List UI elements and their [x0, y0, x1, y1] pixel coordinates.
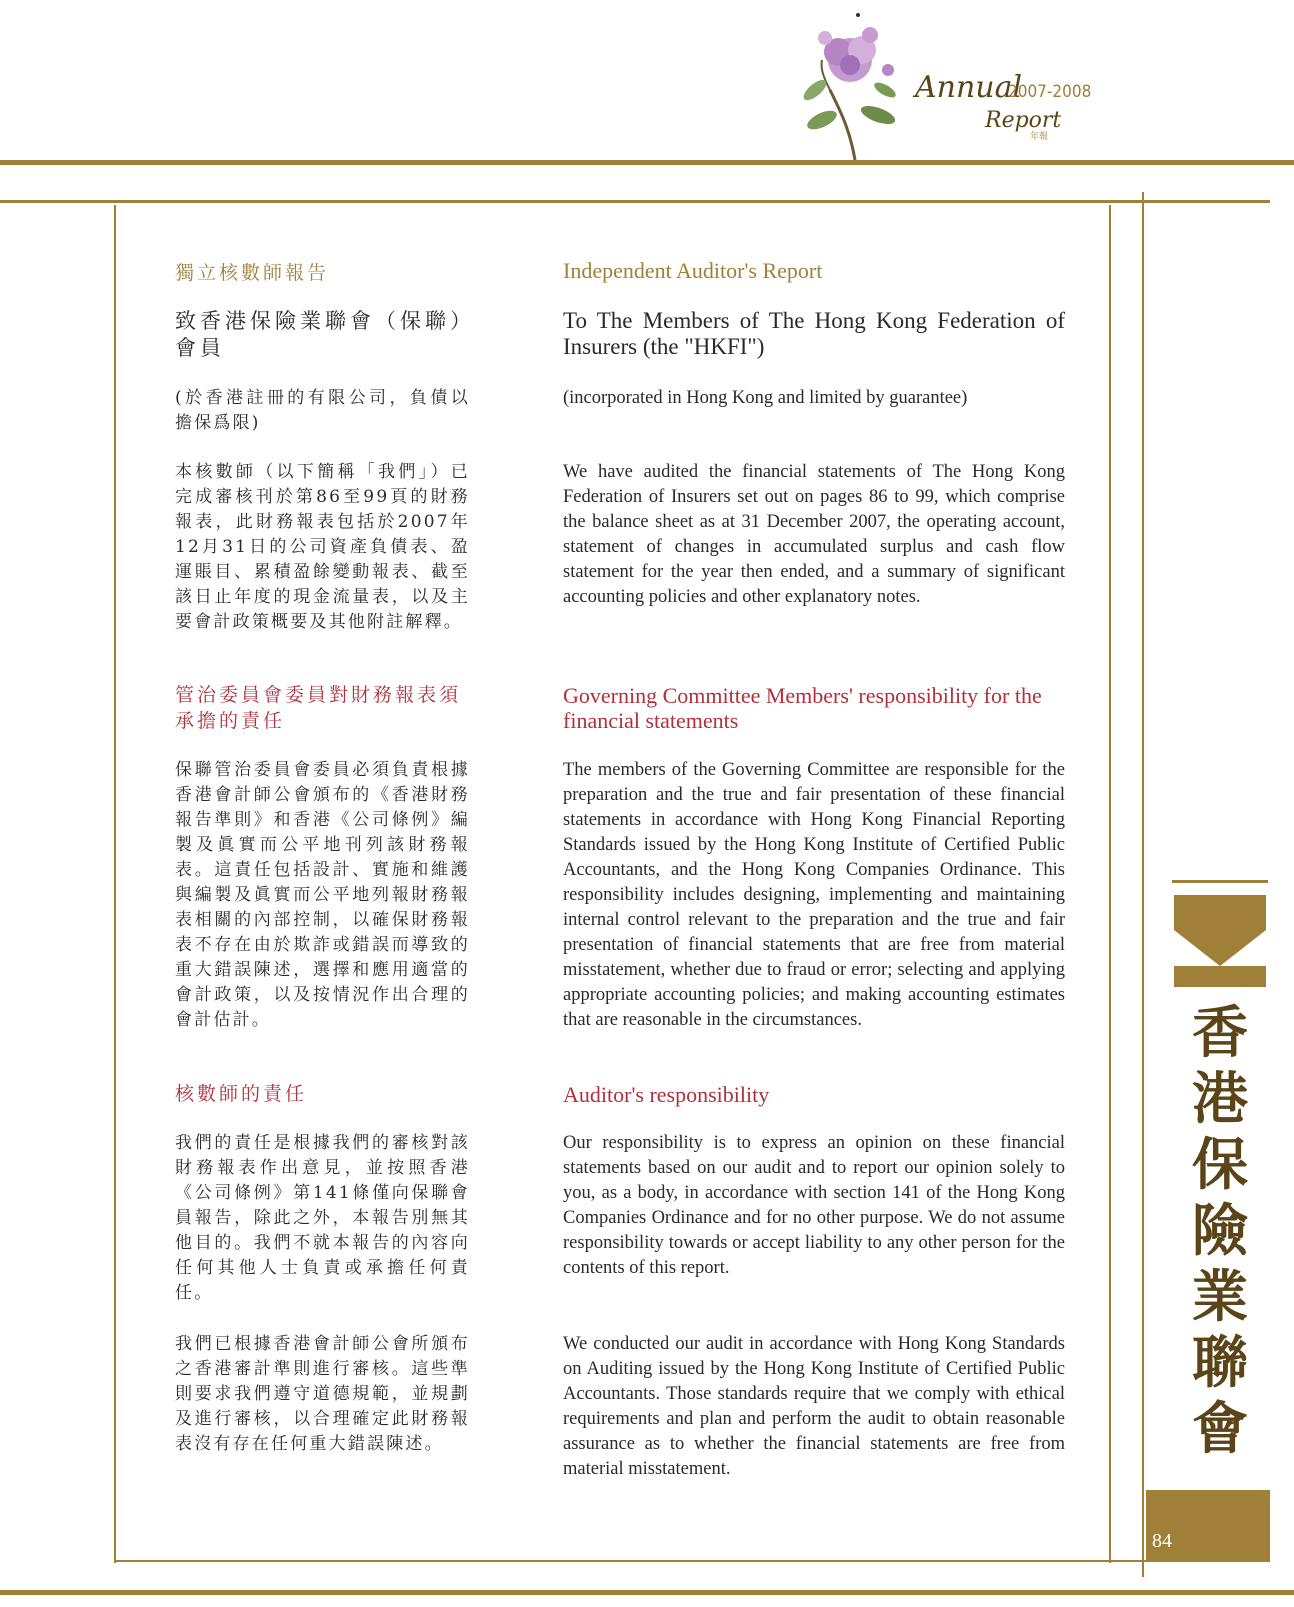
- cn-paragraph-auditor: 我們的責任是根據我們的審核對該財務報表作出意見，並按照香港《公司條例》第141條僅向保聯會員報告，除此之外，本報告別無其他目的。我們不就本報告的內容向任何其他人士負責或承擔任何責任。: [175, 1133, 470, 1303]
- cn-paragraph-governing: 保聯管治委員會委員必須負責根據香港會計師公會頒布的《香港財務報告準則》和香港《公司條例》編製及眞實而公平地刊列該財務報表。這責任包括設計、實施和維護與編製及眞實而公平地列報財務報表相關的內部控制，以確保財務報表不存在由於欺詐或錯誤而導致的重大錯誤陳述，選擇和應用適當的會計政策，以及按情況作出合理的會計估計。: [175, 760, 470, 1030]
- en-paragraph-scope: We have audited the financial statements of The Hong Kong Federation of Insurers set out on pages 86 to 99, which comprise the balance sheet as at 31 December 2007, the operating account, statement of changes in accumulated surplus and cash flow statement for the year then ended, and a summary of significant accounting policies and other explanatory notes.: [563, 462, 1065, 607]
- logo-annual-report-cn: 年報: [1030, 132, 1049, 142]
- en-paragraph-conduct: We conducted our audit in accordance with Hong Kong Standards on Auditing issued by the Hong Kong Institute of Certified Public Accountants. Those standards require that we comply with ethical requirements and plan and perform the audit to obtain reasonable assurance as to whether the financial statements are free from material misstatement.: [563, 1334, 1065, 1479]
- cn-paragraph-conduct: 我們已根據香港會計師公會所頒布之香港審計準則進行審核。這些準則要求我們遵守道德規範，並規劃及進行審核，以合理確定此財務報表沒有存在任何重大錯誤陳述。: [175, 1334, 470, 1454]
- en-paragraph-auditor: Our responsibility is to express an opinion on these financial statements based on our audit and to report our opinion solely to you, as a body, in accordance with section 141 of the Hong Kong Companies Ordinance and for no other purpose. We do not assume responsibility towards or accept liability to any other person for the contents of this report.: [563, 1133, 1065, 1278]
- logo-report-script: Report: [985, 108, 1062, 133]
- frame-inner-line: [1142, 192, 1144, 1577]
- side-tab-notch: [1174, 930, 1266, 966]
- header-rule-top: [0, 160, 1294, 165]
- footer-rule: [0, 1590, 1294, 1595]
- en-heading-governing: Governing Committee Members' responsibility for the financial statements: [563, 683, 1042, 734]
- en-paragraph-governing: The members of the Governing Committee are responsible for the preparation and the true and fair presentation of these financial statements in accordance with Hong Kong Financial Reporting Standards issued by the Hong Kong Institute of Certified Public Accountants, and the Hong Kong Companies Ordinance. This responsibility includes designing, implementing and maintaining internal control relevant to the preparation and the true and fair presentation of financial statements that are free from material misstatement, whether due to fraud or error; selecting and applying appropriate accounting policies; and making accounting estimates that are reasonable in the circumstances.: [563, 760, 1065, 1030]
- en-report-title: Independent Auditor's Report: [563, 258, 823, 283]
- page-header: [0, 0, 1294, 200]
- cn-report-title: 獨立核數師報告: [175, 262, 330, 284]
- side-tab-rule: [1172, 880, 1268, 883]
- cn-to-members: 致香港保險業聯會（保聯）會員: [175, 309, 465, 360]
- cn-heading-auditor: 核數師的責任: [175, 1083, 308, 1105]
- cn-incorporated: (於香港註冊的有限公司，負債以擔保爲限): [175, 388, 470, 433]
- page-number: 84: [1152, 1530, 1172, 1552]
- cn-heading-governing: 管治委員會委員對財務報表須承擔的責任: [175, 684, 462, 732]
- cn-paragraph-scope: 本核數師（以下簡稱「我們」）已完成審核刊於第86至99頁的財務報表，此財務報表包括於2007年12月31日的公司資產負債表、盈運賬目、累積盈餘變動報表、截至該日止年度的現金流量表，以及主要會計政策概要及其他附註解釋。: [175, 462, 470, 632]
- header-rule-bottom: [0, 200, 1270, 203]
- en-to-members: To The Members of The Hong Kong Federation of Insurers (the "HKFI"): [563, 308, 1065, 359]
- logo-years: 2007-2008: [1008, 82, 1092, 102]
- en-heading-auditor: Auditor's responsibility: [563, 1082, 770, 1107]
- logo-annual-script: Annual: [915, 70, 1023, 105]
- en-incorporated: (incorporated in Hong Kong and limited by guarantee): [563, 388, 968, 408]
- peony-illustration: [800, 10, 910, 160]
- side-vertical-title: 香港保險業聯會: [1192, 1000, 1248, 1462]
